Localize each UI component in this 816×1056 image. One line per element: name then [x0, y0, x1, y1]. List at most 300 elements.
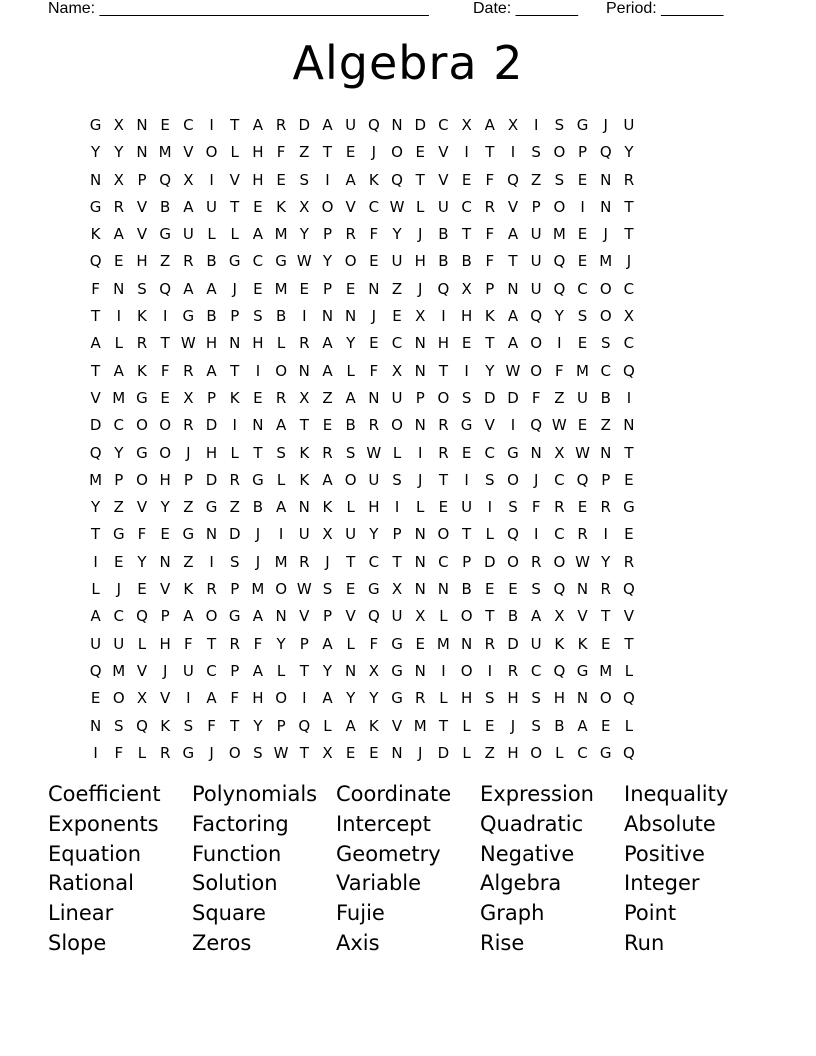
grid-letter[interactable]: L [230, 225, 239, 244]
grid-letter[interactable]: O [159, 416, 172, 435]
grid-letter[interactable]: V [160, 580, 171, 599]
grid-letter[interactable]: P [137, 170, 147, 189]
grid-letter[interactable]: C [438, 552, 449, 571]
grid-letter[interactable]: H [136, 252, 148, 271]
grid-letter[interactable]: V [438, 170, 449, 189]
grid-letter[interactable]: G [391, 661, 403, 680]
grid-letter[interactable]: N [414, 661, 426, 680]
grid-letter[interactable]: H [507, 689, 519, 708]
grid-letter[interactable]: X [461, 116, 472, 134]
grid-letter[interactable]: Y [276, 634, 286, 653]
grid-letter[interactable]: I [162, 307, 168, 326]
grid-letter[interactable]: E [392, 307, 402, 326]
grid-letter[interactable]: I [533, 116, 539, 134]
grid-letter[interactable]: T [438, 470, 448, 489]
grid-letter[interactable]: K [229, 388, 240, 407]
grid-letter[interactable]: H [368, 498, 380, 517]
grid-letter[interactable]: A [322, 470, 333, 489]
grid-letter[interactable]: I [533, 525, 539, 544]
grid-letter[interactable]: T [91, 307, 101, 326]
grid-letter[interactable]: G [599, 743, 612, 762]
grid-letter[interactable]: A [507, 334, 519, 353]
grid-letter[interactable]: I [487, 498, 492, 517]
grid-letter[interactable]: A [507, 225, 519, 244]
grid-letter[interactable]: U [113, 634, 125, 653]
grid-letter[interactable]: L [230, 443, 239, 462]
grid-letter[interactable]: H [205, 443, 218, 462]
grid-letter[interactable]: D [437, 743, 450, 762]
grid-letter[interactable]: G [391, 634, 403, 653]
grid-letter[interactable]: W [575, 443, 590, 462]
grid-letter[interactable]: F [114, 743, 124, 762]
grid-letter[interactable]: K [299, 443, 310, 462]
grid-letter[interactable]: C [206, 661, 217, 680]
name-field[interactable]: Name: _____________________________________ [48, 0, 429, 17]
grid-letter[interactable]: R [275, 116, 287, 134]
grid-letter[interactable]: H [460, 307, 473, 326]
grid-letter[interactable]: W [575, 552, 590, 571]
grid-letter[interactable]: E [369, 252, 379, 271]
grid-letter[interactable]: Q [159, 279, 172, 298]
grid-letter[interactable]: I [302, 307, 307, 326]
grid-letter[interactable]: L [276, 334, 286, 353]
grid-letter[interactable]: C [484, 443, 496, 462]
grid-letter[interactable]: N [298, 361, 310, 380]
grid-letter[interactable]: U [206, 197, 218, 216]
grid-letter[interactable]: J [533, 470, 539, 489]
grid-letter[interactable]: P [230, 580, 240, 599]
grid-letter[interactable]: Q [298, 716, 311, 735]
grid-letter[interactable]: Q [553, 279, 566, 298]
grid-letter[interactable]: I [93, 743, 98, 762]
grid-letter[interactable]: P [415, 388, 425, 407]
grid-letter[interactable]: S [485, 470, 495, 489]
grid-letter[interactable]: P [276, 716, 286, 735]
grid-letter[interactable]: N [205, 525, 218, 544]
grid-letter[interactable]: R [600, 580, 611, 599]
grid-letter[interactable]: A [252, 116, 264, 134]
grid-letter[interactable]: I [626, 388, 632, 407]
grid-letter[interactable]: G [182, 743, 195, 762]
grid-letter[interactable]: N [136, 116, 148, 134]
grid-letter[interactable]: A [206, 279, 217, 298]
grid-letter[interactable]: B [206, 307, 217, 326]
grid-letter[interactable]: A [113, 225, 124, 244]
grid-letter[interactable]: O [599, 689, 612, 708]
grid-letter[interactable]: N [159, 552, 171, 571]
grid-letter[interactable]: E [600, 716, 611, 735]
grid-letter[interactable]: M [436, 634, 450, 653]
grid-letter[interactable]: A [322, 361, 333, 380]
grid-letter[interactable]: H [437, 334, 450, 353]
grid-letter[interactable]: O [344, 470, 357, 489]
grid-letter[interactable]: Z [600, 416, 611, 435]
grid-letter[interactable]: H [414, 252, 426, 271]
grid-letter[interactable]: E [577, 252, 588, 271]
grid-letter[interactable]: K [137, 361, 147, 380]
grid-letter[interactable]: O [205, 143, 218, 162]
grid-letter[interactable]: D [484, 552, 496, 571]
grid-letter[interactable]: C [530, 661, 542, 680]
grid-letter[interactable]: Z [391, 279, 403, 298]
grid-letter[interactable]: S [299, 170, 310, 189]
grid-letter[interactable]: N [89, 716, 102, 735]
grid-letter[interactable]: B [252, 498, 264, 517]
grid-letter[interactable]: I [209, 552, 214, 571]
grid-letter[interactable]: S [183, 716, 194, 735]
grid-letter[interactable]: S [600, 334, 611, 353]
grid-letter[interactable]: N [414, 334, 426, 353]
grid-letter[interactable]: P [230, 307, 240, 326]
grid-letter[interactable]: O [460, 607, 473, 626]
grid-letter[interactable]: L [276, 661, 286, 680]
grid-letter[interactable]: I [116, 307, 121, 326]
grid-letter[interactable]: F [485, 170, 495, 189]
grid-letter[interactable]: D [89, 416, 102, 435]
grid-letter[interactable]: P [485, 279, 495, 298]
grid-letter[interactable]: U [345, 116, 357, 134]
grid-letter[interactable]: N [391, 116, 403, 134]
grid-letter[interactable]: X [136, 689, 148, 708]
grid-letter[interactable]: O [553, 197, 566, 216]
grid-letter[interactable]: E [624, 470, 634, 489]
grid-letter[interactable]: C [368, 197, 380, 216]
grid-letter[interactable]: T [91, 361, 101, 380]
grid-letter[interactable]: W [180, 334, 196, 353]
grid-letter[interactable]: B [206, 252, 217, 271]
grid-letter[interactable]: P [183, 470, 193, 489]
grid-letter[interactable]: E [160, 388, 170, 407]
grid-letter[interactable]: V [484, 416, 495, 435]
grid-letter[interactable]: E [577, 225, 588, 244]
grid-letter[interactable]: X [507, 116, 519, 134]
grid-letter[interactable]: O [112, 689, 125, 708]
grid-letter[interactable]: V [183, 143, 194, 162]
grid-letter[interactable]: V [507, 197, 519, 216]
grid-letter[interactable]: L [323, 716, 332, 735]
grid-letter[interactable]: C [623, 334, 635, 353]
grid-letter[interactable]: E [577, 498, 588, 517]
grid-letter[interactable]: V [136, 661, 148, 680]
grid-letter[interactable]: U [623, 116, 635, 134]
grid-letter[interactable]: B [160, 197, 171, 216]
grid-letter[interactable]: X [623, 307, 635, 326]
grid-letter[interactable]: E [369, 743, 379, 762]
grid-letter[interactable]: G [159, 225, 171, 244]
grid-letter[interactable]: C [554, 525, 565, 544]
grid-letter[interactable]: T [253, 443, 263, 462]
grid-letter[interactable]: H [460, 689, 473, 708]
grid-letter[interactable]: T [299, 416, 309, 435]
grid-letter[interactable]: N [368, 279, 380, 298]
grid-letter[interactable]: D [205, 470, 218, 489]
grid-letter[interactable]: N [136, 143, 148, 162]
grid-letter[interactable]: C [368, 552, 380, 571]
grid-letter[interactable]: B [345, 416, 356, 435]
grid-letter[interactable]: N [600, 197, 612, 216]
grid-letter[interactable]: O [507, 470, 519, 489]
grid-letter[interactable]: I [232, 416, 237, 435]
grid-letter[interactable]: A [252, 607, 264, 626]
grid-letter[interactable]: N [623, 416, 635, 435]
grid-letter[interactable]: X [183, 388, 194, 407]
grid-letter[interactable]: S [554, 170, 565, 189]
grid-letter[interactable]: Z [531, 170, 542, 189]
grid-letter[interactable]: T [299, 661, 309, 680]
grid-letter[interactable]: A [206, 689, 217, 708]
grid-letter[interactable]: O [159, 443, 172, 462]
grid-letter[interactable]: L [207, 225, 216, 244]
grid-letter[interactable]: B [275, 307, 287, 326]
grid-letter[interactable]: R [530, 552, 542, 571]
grid-letter[interactable]: N [414, 552, 426, 571]
grid-letter[interactable]: V [136, 498, 148, 517]
grid-letter[interactable]: C [391, 334, 403, 353]
grid-letter[interactable]: X [113, 116, 124, 134]
grid-letter[interactable]: T [230, 361, 240, 380]
grid-letter[interactable]: X [183, 170, 194, 189]
grid-letter[interactable]: Q [576, 470, 589, 489]
grid-letter[interactable]: R [438, 416, 449, 435]
grid-letter[interactable]: Q [623, 743, 635, 762]
grid-letter[interactable]: Q [599, 143, 612, 162]
grid-letter[interactable]: F [207, 716, 216, 735]
grid-letter[interactable]: D [205, 416, 218, 435]
grid-letter[interactable]: N [275, 607, 287, 626]
grid-letter[interactable]: J [418, 470, 423, 489]
grid-letter[interactable]: E [90, 689, 101, 708]
grid-letter[interactable]: J [209, 743, 214, 762]
grid-letter[interactable]: G [182, 307, 195, 326]
grid-letter[interactable]: O [599, 279, 612, 298]
grid-letter[interactable]: F [555, 361, 564, 380]
grid-letter[interactable]: C [252, 252, 264, 271]
grid-letter[interactable]: N [391, 743, 403, 762]
grid-letter[interactable]: Y [253, 716, 263, 735]
grid-letter[interactable]: G [623, 498, 635, 517]
grid-letter[interactable]: Q [553, 661, 566, 680]
grid-letter[interactable]: V [136, 197, 148, 216]
grid-letter[interactable]: E [253, 279, 263, 298]
grid-letter[interactable]: A [531, 607, 542, 626]
grid-letter[interactable]: U [298, 525, 310, 544]
grid-letter[interactable]: P [578, 143, 588, 162]
grid-letter[interactable]: L [137, 634, 147, 653]
grid-letter[interactable]: B [600, 388, 611, 407]
grid-letter[interactable]: T [415, 170, 425, 189]
grid-letter[interactable]: E [415, 143, 425, 162]
grid-letter[interactable]: R [554, 498, 565, 517]
grid-letter[interactable]: I [603, 525, 608, 544]
grid-letter[interactable]: Y [91, 498, 101, 517]
grid-letter[interactable]: L [346, 498, 355, 517]
grid-letter[interactable]: T [438, 716, 448, 735]
grid-letter[interactable]: L [230, 143, 239, 162]
grid-letter[interactable]: C [577, 743, 588, 762]
grid-letter[interactable]: H [553, 689, 565, 708]
grid-letter[interactable]: J [255, 552, 261, 571]
grid-letter[interactable]: E [137, 580, 147, 599]
grid-letter[interactable]: N [368, 388, 380, 407]
grid-letter[interactable]: I [418, 443, 423, 462]
grid-letter[interactable]: K [160, 716, 171, 735]
grid-letter[interactable]: S [345, 443, 356, 462]
grid-letter[interactable]: V [345, 607, 356, 626]
grid-letter[interactable]: G [460, 416, 473, 435]
grid-letter[interactable]: F [230, 689, 240, 708]
grid-letter[interactable]: Y [299, 225, 309, 244]
grid-letter[interactable]: Q [553, 580, 566, 599]
grid-letter[interactable]: T [230, 197, 240, 216]
grid-letter[interactable]: U [530, 634, 542, 653]
grid-letter[interactable]: Z [113, 498, 124, 517]
grid-letter[interactable]: N [530, 443, 542, 462]
grid-letter[interactable]: I [464, 361, 469, 380]
grid-letter[interactable]: V [90, 388, 101, 407]
grid-letter[interactable]: A [206, 361, 217, 380]
grid-letter[interactable]: Q [367, 607, 380, 626]
grid-letter[interactable]: E [461, 170, 472, 189]
grid-letter[interactable]: S [114, 716, 124, 735]
grid-letter[interactable]: Y [322, 252, 333, 271]
grid-letter[interactable]: N [507, 279, 519, 298]
grid-letter[interactable]: I [394, 498, 400, 517]
grid-letter[interactable]: I [209, 170, 214, 189]
grid-letter[interactable]: L [462, 743, 471, 762]
grid-letter[interactable]: R [113, 197, 124, 216]
grid-letter[interactable]: E [345, 143, 356, 162]
grid-letter[interactable]: I [510, 416, 516, 435]
grid-letter[interactable]: R [368, 416, 380, 435]
grid-letter[interactable]: G [368, 580, 380, 599]
grid-letter[interactable]: J [510, 716, 516, 735]
grid-letter[interactable]: C [113, 607, 125, 626]
grid-letter[interactable]: W [296, 252, 312, 271]
grid-letter[interactable]: I [464, 143, 469, 162]
grid-letter[interactable]: E [253, 197, 263, 216]
grid-letter[interactable]: N [414, 580, 426, 599]
grid-letter[interactable]: M [112, 661, 126, 680]
grid-letter[interactable]: Q [623, 361, 635, 380]
grid-letter[interactable]: E [600, 634, 611, 653]
grid-letter[interactable]: L [439, 689, 448, 708]
grid-letter[interactable]: M [158, 143, 172, 162]
grid-letter[interactable]: H [159, 634, 171, 653]
grid-letter[interactable]: E [299, 279, 310, 298]
grid-letter[interactable]: V [160, 689, 171, 708]
grid-letter[interactable]: K [322, 498, 333, 517]
grid-letter[interactable]: X [322, 743, 333, 762]
grid-letter[interactable]: Y [91, 143, 101, 162]
grid-letter[interactable]: M [274, 552, 288, 571]
grid-letter[interactable]: R [322, 443, 333, 462]
grid-letter[interactable]: N [576, 689, 589, 708]
grid-letter[interactable]: Y [554, 307, 564, 326]
grid-letter[interactable]: S [554, 116, 565, 134]
grid-letter[interactable]: N [414, 416, 426, 435]
grid-letter[interactable]: G [136, 388, 148, 407]
grid-letter[interactable]: L [91, 580, 100, 599]
grid-letter[interactable]: E [253, 388, 263, 407]
grid-letter[interactable]: A [345, 388, 356, 407]
grid-letter[interactable]: L [346, 361, 355, 380]
grid-letter[interactable]: Q [89, 661, 102, 680]
grid-letter[interactable]: M [576, 361, 589, 380]
grid-letter[interactable]: Y [114, 143, 124, 162]
grid-letter[interactable]: G [205, 498, 218, 517]
grid-letter[interactable]: J [603, 225, 608, 244]
grid-letter[interactable]: L [555, 743, 564, 762]
grid-letter[interactable]: A [345, 170, 356, 189]
grid-letter[interactable]: U [345, 525, 357, 544]
grid-letter[interactable]: M [89, 470, 103, 489]
grid-letter[interactable]: Z [554, 388, 565, 407]
grid-letter[interactable]: T [299, 743, 309, 762]
grid-letter[interactable]: T [462, 525, 472, 544]
grid-letter[interactable]: U [391, 252, 403, 271]
grid-letter[interactable]: X [299, 388, 310, 407]
grid-letter[interactable]: H [507, 743, 519, 762]
grid-letter[interactable]: A [90, 334, 101, 353]
grid-letter[interactable]: O [275, 361, 287, 380]
grid-letter[interactable]: N [600, 443, 612, 462]
grid-letter[interactable]: O [530, 334, 543, 353]
grid-letter[interactable]: V [345, 197, 356, 216]
grid-letter[interactable]: T [206, 634, 217, 653]
grid-letter[interactable]: E [461, 443, 472, 462]
grid-letter[interactable]: N [414, 525, 426, 544]
grid-letter[interactable]: Z [183, 498, 194, 517]
grid-letter[interactable]: N [113, 279, 125, 298]
grid-letter[interactable]: A [322, 334, 333, 353]
grid-letter[interactable]: J [418, 225, 423, 244]
grid-letter[interactable]: Z [322, 388, 333, 407]
grid-letter[interactable]: J [325, 552, 330, 571]
grid-letter[interactable]: G [576, 661, 589, 680]
grid-letter[interactable]: Q [136, 716, 148, 735]
grid-letter[interactable]: S [253, 307, 263, 326]
grid-letter[interactable]: S [508, 498, 518, 517]
grid-letter[interactable]: E [485, 580, 495, 599]
grid-letter[interactable]: G [576, 116, 589, 134]
grid-letter[interactable]: D [507, 634, 519, 653]
grid-letter[interactable]: X [113, 170, 124, 189]
grid-letter[interactable]: E [276, 170, 286, 189]
grid-letter[interactable]: Y [322, 661, 333, 680]
grid-letter[interactable]: Q [159, 170, 172, 189]
grid-letter[interactable]: D [228, 525, 241, 544]
grid-letter[interactable]: I [464, 470, 469, 489]
grid-letter[interactable]: A [183, 197, 194, 216]
grid-letter[interactable]: R [229, 470, 240, 489]
grid-letter[interactable]: N [89, 170, 102, 189]
grid-letter[interactable]: T [346, 552, 356, 571]
grid-letter[interactable]: M [274, 225, 288, 244]
grid-letter[interactable]: T [91, 525, 101, 544]
grid-letter[interactable]: I [278, 525, 284, 544]
grid-letter[interactable]: Y [137, 552, 147, 571]
grid-letter[interactable]: G [391, 689, 403, 708]
grid-letter[interactable]: X [415, 307, 426, 326]
grid-letter[interactable]: E [345, 580, 356, 599]
grid-letter[interactable]: P [114, 470, 124, 489]
grid-letter[interactable]: T [230, 716, 240, 735]
grid-letter[interactable]: J [626, 252, 632, 271]
grid-letter[interactable]: R [299, 334, 310, 353]
grid-letter[interactable]: O [344, 252, 357, 271]
grid-letter[interactable]: T [230, 116, 240, 134]
grid-letter[interactable]: N [460, 634, 473, 653]
